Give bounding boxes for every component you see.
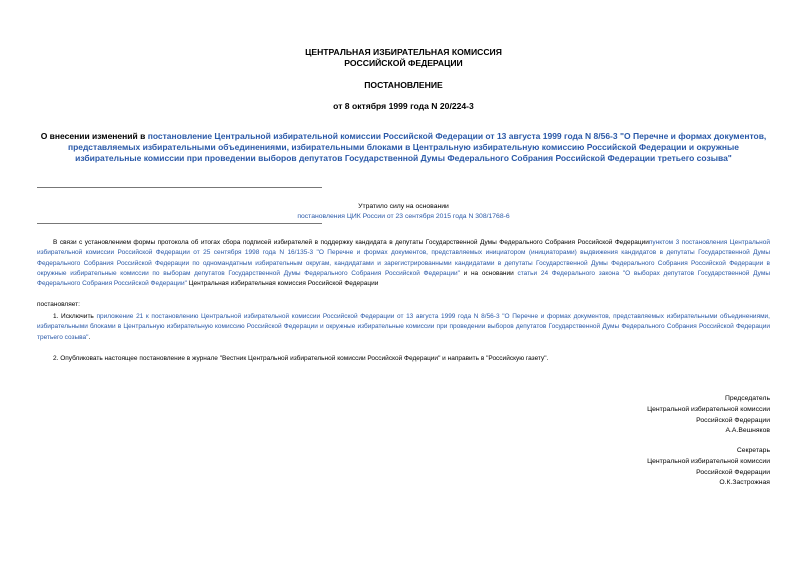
item-2: 2. Опубликовать настоящее постановление в журнале "Вестник Центральной избирательной комиссии Российской Федерации" и направить в "Российскую газету". [53, 355, 549, 362]
subject-link[interactable]: постановление Центральной избирательной комиссии Российской Федерации от 13 августа 1999 года N 8/56-3 "О Перечне и формах документов, представляемых избирательными объединениями, избирательными блоками в Центральную избирательную комиссию Российской Федерации и окружные избирательные комиссии при проведении выборов депутатов Государственной Думы Федерального Собрания Российской Федерации третьего созыва" [67, 131, 767, 163]
chair-title: Председатель [725, 395, 770, 402]
chair-name: А.А.Вешняков [725, 427, 770, 435]
item1-prefix: 1. Исключить [53, 313, 97, 320]
doc-date-number: от 8 октября 1999 года N 20/224-3 [333, 101, 474, 111]
intro-paragraph [37, 238, 770, 289]
signature-chair [470, 394, 770, 437]
doc-subject [37, 131, 770, 163]
item1-suffix: . [88, 333, 91, 341]
chair-org-line1: Центральной избирательной комиссии [647, 405, 770, 413]
intro-text1: В связи с установлением формы протокола об итогах сбора подписей избирателей в поддержку кандидата в депутаты Государственной Думы Федерального Собрания Российской Федерации [53, 239, 649, 246]
intro-link-decree[interactable]: пунктом 3 постановления Центральной избирательной комиссии Российской Федерации от 25 сентября 1998 года N 16/135-3 "О Перечне и формах документов, представляемых инициатором (инициаторами) выдвижения кандидатов в депутаты Государственной Думы Федерального Собрания Российской Федерации по одномандатным избирательным округам, кандидатами и зарегистрированными кандидатами в депутаты Государственной Думы Федерального Собрания Российской Федерации в окружные избирательные комиссии по выборам депутатов Государственной Думы Федерального Собрания Российской Федерации" [37, 239, 771, 277]
item1-link[interactable]: приложение 21 к постановлению Центральной избирательной комиссии Российской Федерации от 13 августа 1999 года N 8/56-3 "О Перечне и формах документов, представляемых избирательными объединениями, избирательными блоками в Центральную избирательную комиссию Российской Федерации и окружные избирательные комиссии при проведении выборов депутатов Государственной Думы Федерального Собрания Российской Федерации третьего созыва" [37, 313, 770, 341]
subject-prefix: О внесении изменений в [40, 131, 148, 141]
status-link[interactable]: постановления ЦИК России от 23 сентября 2015 года N 308/1768-6 [297, 213, 510, 220]
doc-type: ПОСТАНОВЛЕНИЕ [364, 80, 443, 90]
status-note-link-line [0, 212, 807, 223]
divider-top [37, 187, 322, 188]
item-1 [37, 312, 770, 343]
org-name-line1: ЦЕНТРАЛЬНАЯ ИЗБИРАТЕЛЬНАЯ КОМИССИЯ [305, 47, 502, 57]
signature-secretary [470, 446, 770, 489]
org-name-line2: РОССИЙСКОЙ ФЕДЕРАЦИИ [344, 58, 463, 68]
secretary-name: О.К.Застрожная [719, 479, 770, 487]
intro-text3: Центральная избирательная комиссия Российской Федерации [186, 280, 379, 288]
secretary-title: Секретарь [736, 447, 770, 454]
divider-bottom [37, 223, 322, 224]
chair-org-line2: Российской Федерации [696, 416, 770, 424]
intro-text2: и на основании [459, 269, 518, 277]
intro-link-law[interactable]: статьи 24 Федерального закона "О выборах депутатов Государственной Думы Федерального Собрания Российской Федерации" [37, 269, 770, 288]
status-note: Утратило силу на основании [358, 203, 449, 210]
secretary-org-line2: Российской Федерации [696, 468, 770, 476]
secretary-org-line1: Центральной избирательной комиссии [647, 457, 770, 465]
decree-word: постановляет: [37, 301, 80, 308]
